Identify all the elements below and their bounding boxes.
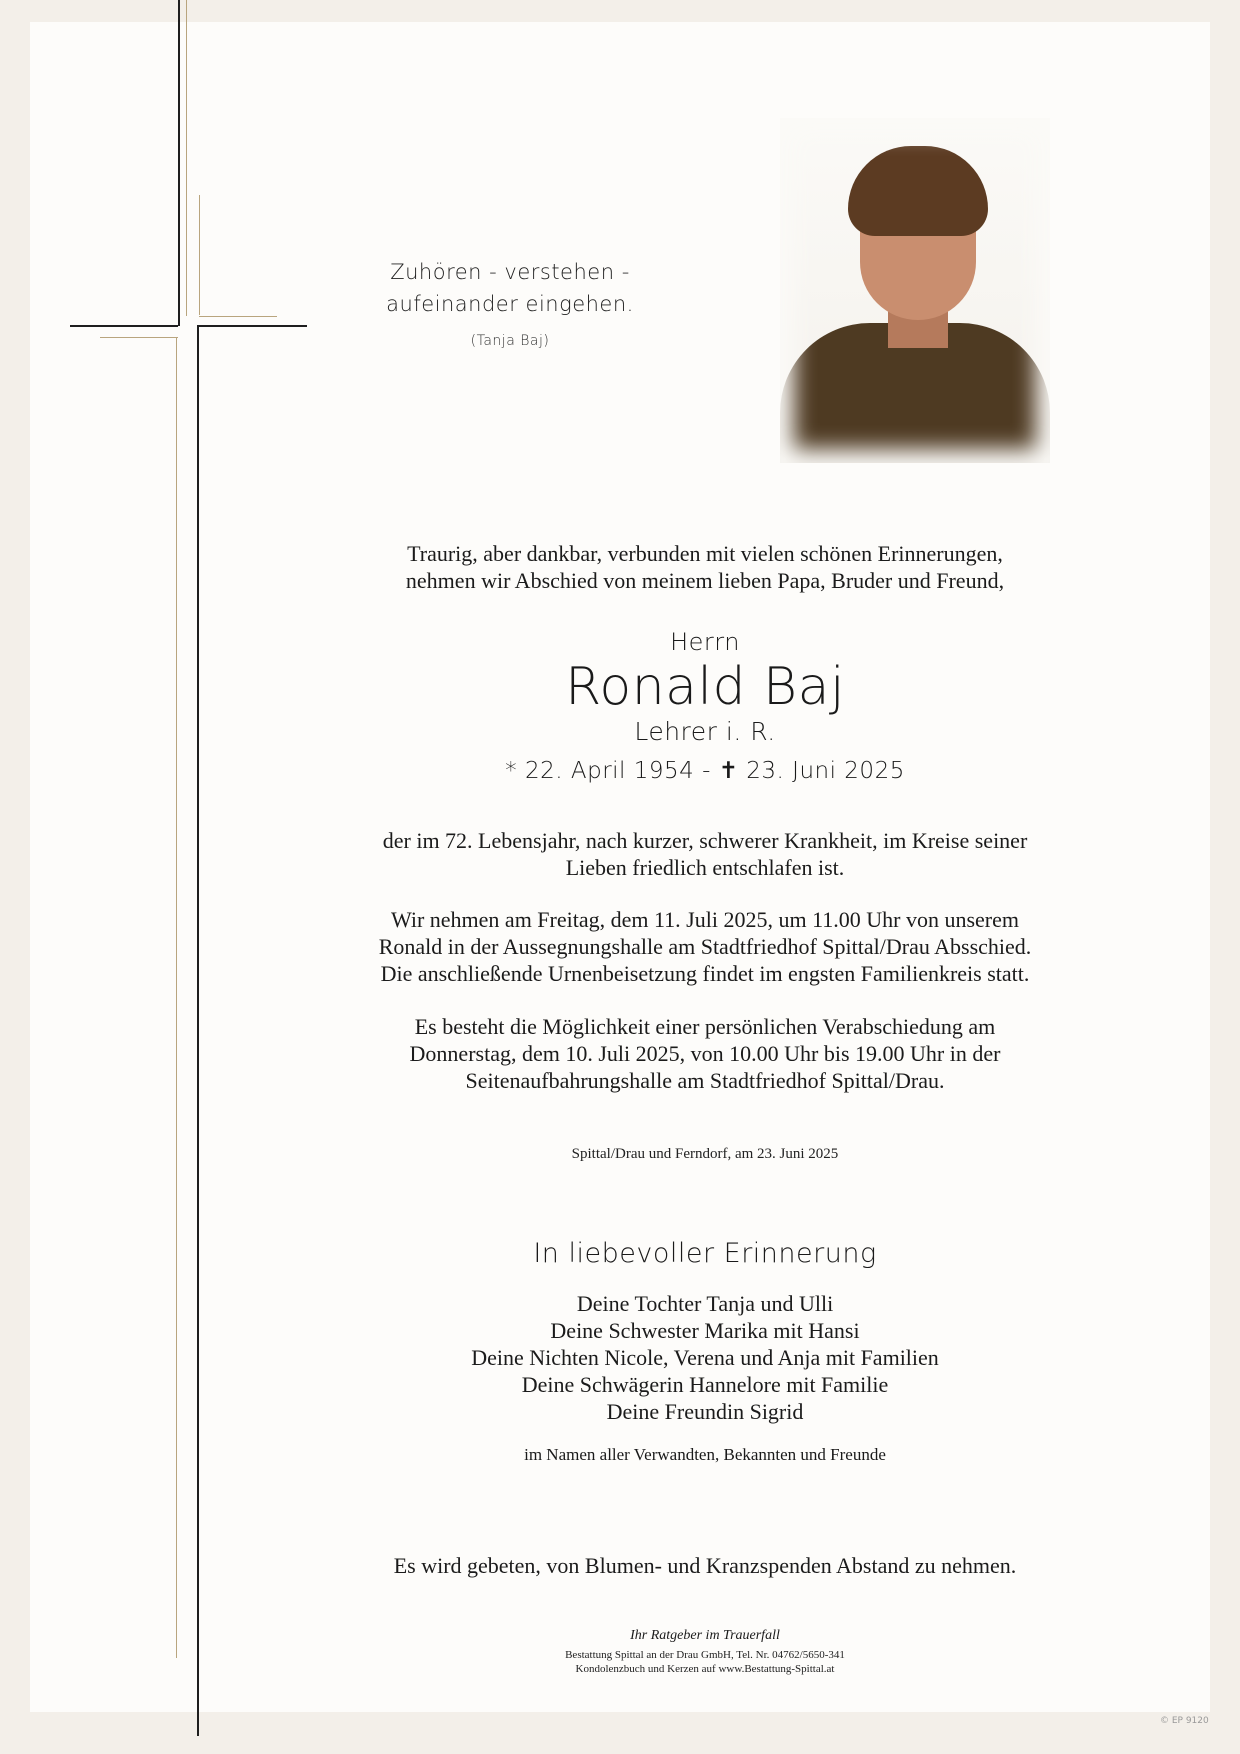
quote <box>360 256 660 320</box>
passing-line-1: der im 72. Lebensjahr, nach kurzer, schwerer Krankheit, im Kreise seiner <box>382 828 1028 853</box>
viewing-line-1: Es besteht die Möglichkeit einer persönlichen Verabschiedung am <box>414 1014 996 1039</box>
viewing-text <box>300 1013 1110 1094</box>
life-dates: * 22. April 1954 - ✝ 23. Juni 2025 <box>505 758 905 784</box>
place-date: Spittal/Drau und Ferndorf, am 23. Juni 2025 <box>571 1146 839 1162</box>
intro-line-1: Traurig, aber dankbar, verbunden mit vielen schönen Erinnerungen, <box>407 541 1003 566</box>
on-behalf: im Namen aller Verwandten, Bekannten und Freunde <box>524 1445 886 1464</box>
quote-line-2: aufeinander eingehen. <box>386 292 634 316</box>
salutation: Herrn <box>670 628 740 656</box>
mourner-3: Deine Nichten Nicole, Verena und Anja mit Familien <box>471 1345 939 1370</box>
print-code: © EP 9120 <box>1160 1716 1209 1726</box>
deceased-name: Ronald Baj <box>565 657 845 717</box>
deceased-title: Lehrer i. R. <box>634 717 776 746</box>
mourner-1: Deine Tochter Tanja und Ulli <box>576 1291 834 1316</box>
funeral-line-2: Ronald in der Aussegnungshalle am Stadtfriedhof Spittal/Drau Absschied. <box>378 934 1032 959</box>
footer-condolence: Kondolenzbuch und Kerzen auf www.Bestattung-Spittal.at <box>575 1663 835 1675</box>
intro-line-2: nehmen wir Abschied von meinem lieben Papa, Bruder und Freund, <box>405 568 1005 593</box>
quote-line-1: Zuhören - verstehen - <box>390 260 630 284</box>
funeral-line-1: Wir nehmen am Freitag, dem 11. Juli 2025, um 11.00 Uhr von unserem <box>390 907 1020 932</box>
mourner-5: Deine Freundin Sigrid <box>606 1399 804 1424</box>
funeral-text <box>300 906 1110 987</box>
footer-company: Bestattung Spittal an der Drau GmbH, Tel. Nr. 04762/5650-341 <box>565 1649 845 1661</box>
viewing-line-2: Donnerstag, dem 10. Juli 2025, von 10.00 Uhr bis 19.00 Uhr in der <box>409 1041 1001 1066</box>
flower-request: Es wird gebeten, von Blumen- und Kranzspenden Abstand zu nehmen. <box>393 1553 1017 1578</box>
footer-slogan: Ihr Ratgeber im Trauerfall <box>630 1628 780 1643</box>
quote-author: (Tanja Baj) <box>470 333 550 349</box>
intro-text <box>300 540 1110 594</box>
mourner-2: Deine Schwester Marika mit Hansi <box>550 1318 860 1343</box>
passing-line-2: Lieben friedlich entschlafen ist. <box>565 855 845 880</box>
mourner-4: Deine Schwägerin Hannelore mit Familie <box>521 1372 889 1397</box>
mourners-list <box>300 1290 1110 1425</box>
passing-text <box>300 827 1110 881</box>
viewing-line-3: Seitenaufbahrungshalle am Stadtfriedhof Spittal/Drau. <box>465 1068 945 1093</box>
portrait-photo <box>780 118 1050 463</box>
funeral-line-3: Die anschließende Urnenbeisetzung findet im engsten Familienkreis statt. <box>380 961 1030 986</box>
memory-heading: In liebevoller Erinnerung <box>533 1238 877 1269</box>
